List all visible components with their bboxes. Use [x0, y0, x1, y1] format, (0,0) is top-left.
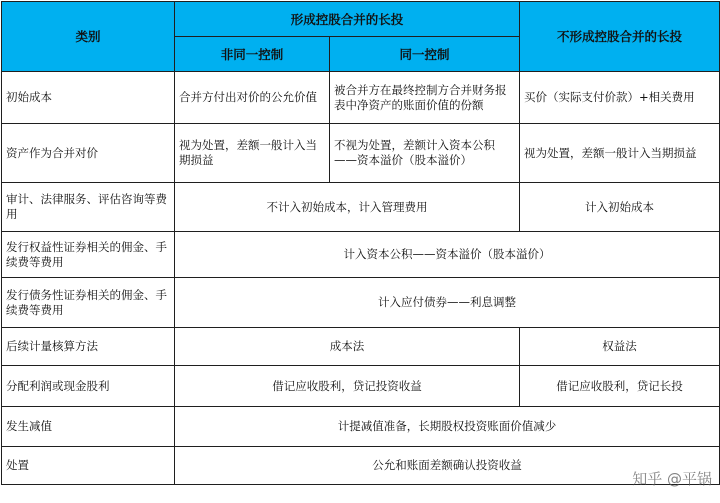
cell-all: 计入资本公积——资本溢价（股本溢价）	[175, 232, 720, 278]
cell-non-same: 合并方付出对价的公允价值	[175, 72, 330, 124]
cell-no-control: 借记应收股利，贷记长投	[520, 366, 720, 407]
cell-same: 被合并方在最终控制方合并财务报表中净资产的账面价值的份额	[330, 72, 520, 124]
cell-all: 计提减值准备，长期股权投资账面价值减少	[175, 407, 720, 447]
table-row	[2, 366, 720, 407]
row-label: 发生减值	[2, 407, 175, 447]
table-row	[2, 447, 720, 485]
row-label: 处置	[2, 447, 175, 485]
row-label: 后续计量核算方法	[2, 328, 175, 366]
row-label: 发行权益性证券相关的佣金、手续费等费用	[2, 232, 175, 278]
cell-no-control: 买价（实际支付价款）+相关费用	[520, 72, 720, 124]
cell-control: 借记应收股利，贷记投资收益	[175, 366, 520, 407]
row-label: 初始成本	[2, 72, 175, 124]
table-row	[2, 232, 720, 278]
header-same-control: 同一控制	[330, 37, 520, 72]
table-row	[2, 72, 720, 124]
cell-same: 不视为处置，差额计入资本公积——资本溢价（股本溢价）	[330, 124, 520, 183]
accounting-table	[1, 1, 720, 485]
header-no-control: 不形成控股合并的长投	[520, 2, 720, 72]
row-label: 资产作为合并对价	[2, 124, 175, 183]
cell-non-same: 视为处置，差额一般计入当期损益	[175, 124, 330, 183]
table-row	[2, 124, 720, 183]
cell-no-control: 计入初始成本	[520, 183, 720, 232]
header-control-group: 形成控股合并的长投	[175, 2, 520, 37]
row-label: 发行债务性证券相关的佣金、手续费等费用	[2, 278, 175, 328]
cell-no-control: 权益法	[520, 328, 720, 366]
table-row	[2, 328, 720, 366]
cell-all: 公允和账面差额确认投资收益	[175, 447, 720, 485]
cell-control: 成本法	[175, 328, 520, 366]
table-row	[2, 407, 720, 447]
header-category: 类别	[2, 2, 175, 72]
table-row	[2, 183, 720, 232]
table-row	[2, 278, 720, 328]
cell-no-control: 视为处置，差额一般计入当期损益	[520, 124, 720, 183]
header-non-same-control: 非同一控制	[175, 37, 330, 72]
row-label: 审计、法律服务、评估咨询等费用	[2, 183, 175, 232]
watermark: 知乎 @平锅	[632, 470, 712, 488]
row-label: 分配利润或现金股利	[2, 366, 175, 407]
cell-control: 不计入初始成本，计入管理费用	[175, 183, 520, 232]
cell-all: 计入应付债券——利息调整	[175, 278, 720, 328]
